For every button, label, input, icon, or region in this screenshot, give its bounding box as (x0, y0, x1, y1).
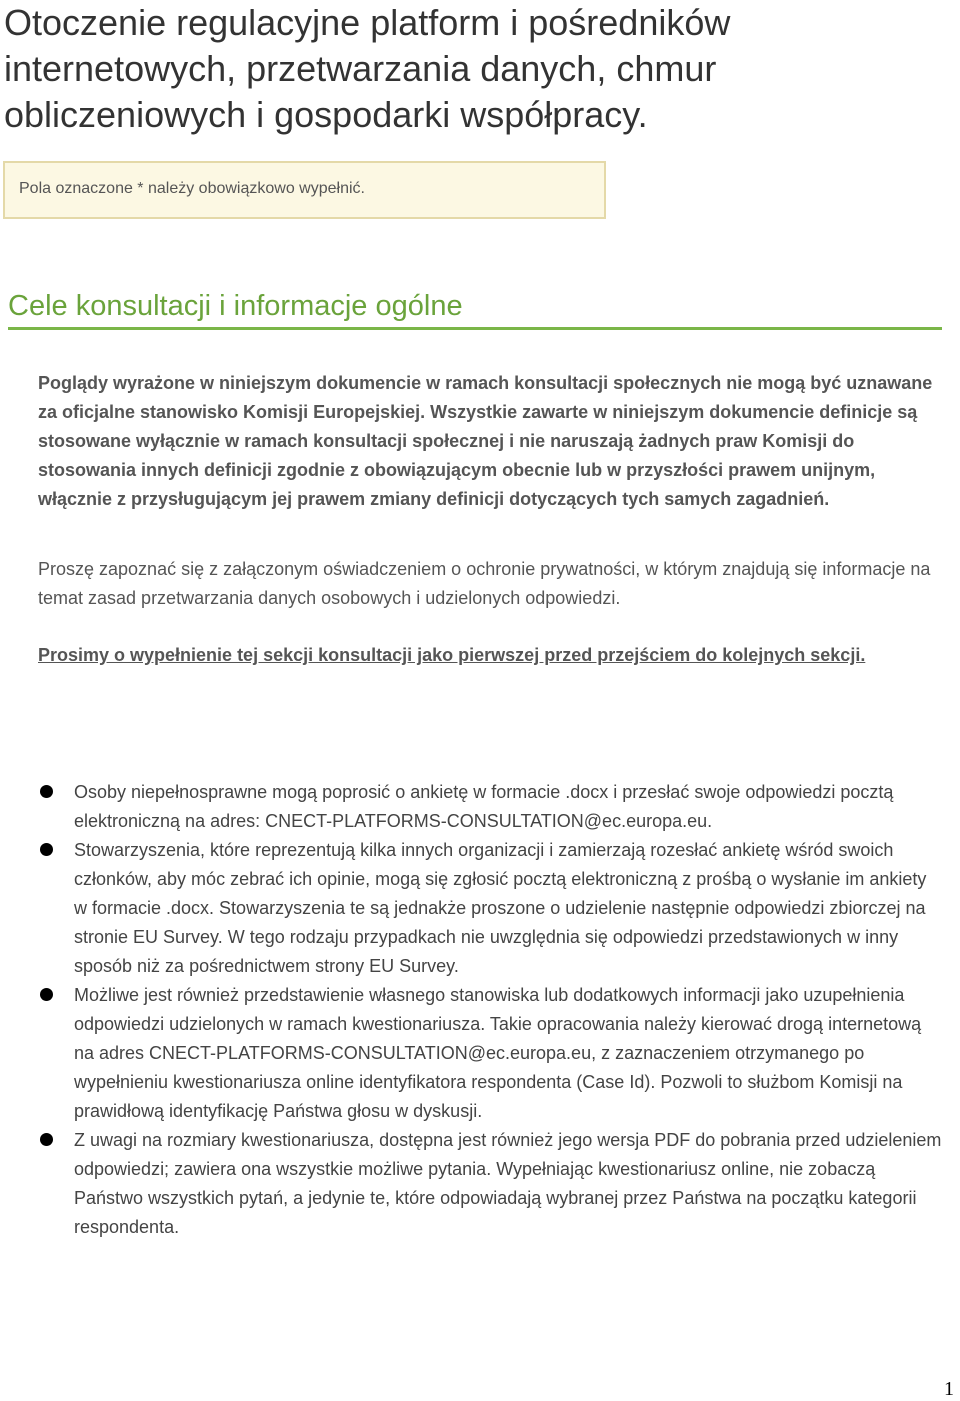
list-item-text: Z uwagi na rozmiary kwestionariusza, dostępna jest również jego wersja PDF do pobrania przed udzieleniem odpowiedzi; zawiera ona wszystkie możliwe pytania. Wypełniając kwestionariusz online, nie zobaczą Państwo wszystkich pytań, a jedynie te, które odpowiadają wybranej przez Państwa na początku kategorii respondenta. (74, 1130, 942, 1237)
list-item-text: Osoby niepełnosprawne mogą poprosić o ankietę w formacie .docx i przesłać swoje odpowiedzi pocztą elektroniczną na adres: CNECT-PLATFORMS-CONSULTATION@ec.europa.eu. (74, 782, 894, 831)
list-item (0, 981, 944, 1126)
bullet-icon (40, 785, 53, 798)
page-title: Otoczenie regulacyjne platform i pośredników internetowych, przetwarzania danych, chmur obliczeniowych i gospodarki współpracy. (4, 2, 731, 135)
list-item (0, 1126, 944, 1242)
list-item (0, 836, 944, 981)
section-heading: Cele konsultacji i informacje ogólne (8, 290, 463, 322)
fill-first-request: Prosimy o wypełnienie tej sekcji konsultacji jako pierwszej przed przejściem do kolejnych sekcji. (38, 645, 866, 665)
list-item-text: Możliwe jest również przedstawienie własnego stanowiska lub dodatkowych informacji jako uzupełnienia odpowiedzi udzielonych w ramach kwestionariusza. Takie opracowania należy kierować drogą internetową na adres CNECT-PLATFORMS-CONSULTATION@ec.europa.eu, z zaznaczeniem otrzymanego po wypełnieniu kwestionariusza online identyfikatora respondenta (Case Id). Pozwoli to służbom Komisji na prawidłową identyfikację Państwa głosu w dyskusji. (74, 985, 922, 1121)
privacy-paragraph: Proszę zapoznać się z załączonym oświadczeniem o ochronie prywatności, w którym znajdują się informacje na temat zasad przetwarzania danych osobowych i udzielonych odpowiedzi. (38, 559, 931, 608)
intro-paragraph: Poglądy wyrażone w niniejszym dokumencie w ramach konsultacji społecznych nie mogą być uznawane za oficjalne stanowisko Komisji Europejskiej. Wszystkie zawarte w niniejszym dokumencie definicje są stosowane wyłącznie w ramach konsultacji społecznej i nie naruszają żadnych praw Komisji do stosowania innych definicji zgodnie z obowiązującym obecnie lub w przyszłości prawem unijnym, włącznie z przysługującym jej prawem zmiany definicji dotyczących tych samych zagadnień. (38, 373, 933, 509)
required-fields-note: Pola oznaczone * należy obowiązkowo wypełnić. (3, 161, 606, 219)
bullet-icon (40, 1133, 53, 1146)
bullet-icon (40, 988, 53, 1001)
page-number: 1 (944, 1378, 954, 1400)
bullet-icon (40, 843, 53, 856)
section-divider (8, 327, 942, 330)
list-item-text: Stowarzyszenia, które reprezentują kilka innych organizacji i zamierzają rozesłać ankietę wśród swoich członków, aby móc zebrać ich opinie, mogą się zgłosić pocztą elektroniczną z prośbą o wysłanie im ankiety w formacie .docx. Stowarzyszenia te są jednakże proszone o udzielenie następnie odpowiedzi zbiorczej na stronie EU Survey. W tego rodzaju przypadkach nie uwzględnia się odpowiedzi przedstawionych w inny sposób niż za pośrednictwem strony EU Survey. (74, 840, 927, 976)
list-item (0, 778, 944, 836)
info-bullet-list (0, 778, 960, 1242)
